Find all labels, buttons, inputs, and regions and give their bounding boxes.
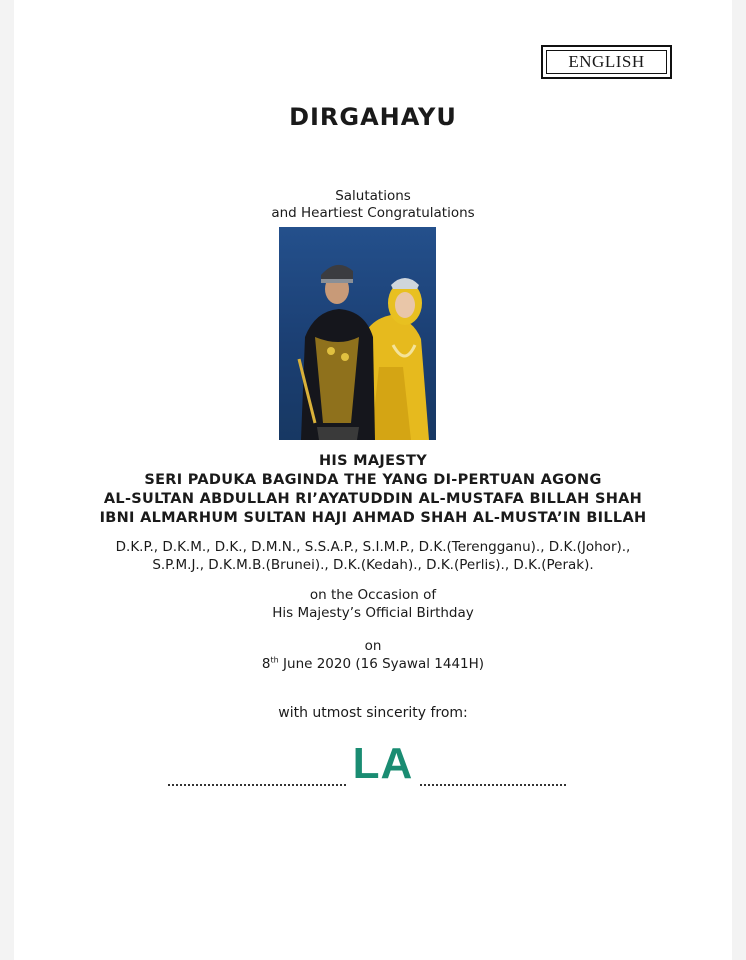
honours-line-1: D.K.P., D.K.M., D.K., D.M.N., S.S.A.P., S.I.M.P., D.K.(Terengganu)., D.K.(Johor)., <box>115 539 631 555</box>
occasion-line-2: His Majesty’s Official Birthday <box>272 604 474 621</box>
language-label: ENGLISH <box>568 52 645 71</box>
date-day: 8 <box>261 656 271 672</box>
occasion <box>0 587 746 622</box>
royal-portrait-illustration <box>279 227 436 440</box>
date-line <box>0 655 746 673</box>
date-day-suffix: th <box>270 655 279 665</box>
name-line-1: HIS MAJESTY <box>318 453 428 469</box>
salutation-line-2: and Heartiest Congratulations <box>271 205 475 221</box>
signature-initials: LA <box>348 738 418 790</box>
date-prefix: on <box>364 638 382 654</box>
royal-portrait-image <box>279 227 436 440</box>
sincerity-line: with utmost sincerity from: <box>278 705 468 721</box>
language-toggle-button[interactable] <box>541 45 672 79</box>
salutation-line-1: Salutations <box>335 188 411 204</box>
name-line-3: AL-SULTAN ABDULLAH RI’AYATUDDIN AL-MUSTAFA BILLAH SHAH <box>103 491 643 507</box>
name-line-2: SERI PADUKA BAGINDA THE YANG DI-PERTUAN AGONG <box>144 472 602 488</box>
honours-list <box>0 538 746 574</box>
honours-line-2: S.P.M.J., D.K.M.B.(Brunei)., D.K.(Kedah)., D.K.(Perlis)., D.K.(Perak). <box>152 557 594 573</box>
page-title: DIRGAHAYU <box>289 103 457 131</box>
salutation <box>0 188 746 222</box>
occasion-line-1: on the Occasion of <box>309 587 437 603</box>
date-rest: June 2020 (16 Syawal 1441H) <box>278 656 485 672</box>
royal-names <box>0 452 746 528</box>
name-line-4: IBNI ALMARHUM SULTAN HAJI AHMAD SHAH AL-MUSTA’IN BILLAH <box>99 510 647 526</box>
date-block <box>0 637 746 673</box>
